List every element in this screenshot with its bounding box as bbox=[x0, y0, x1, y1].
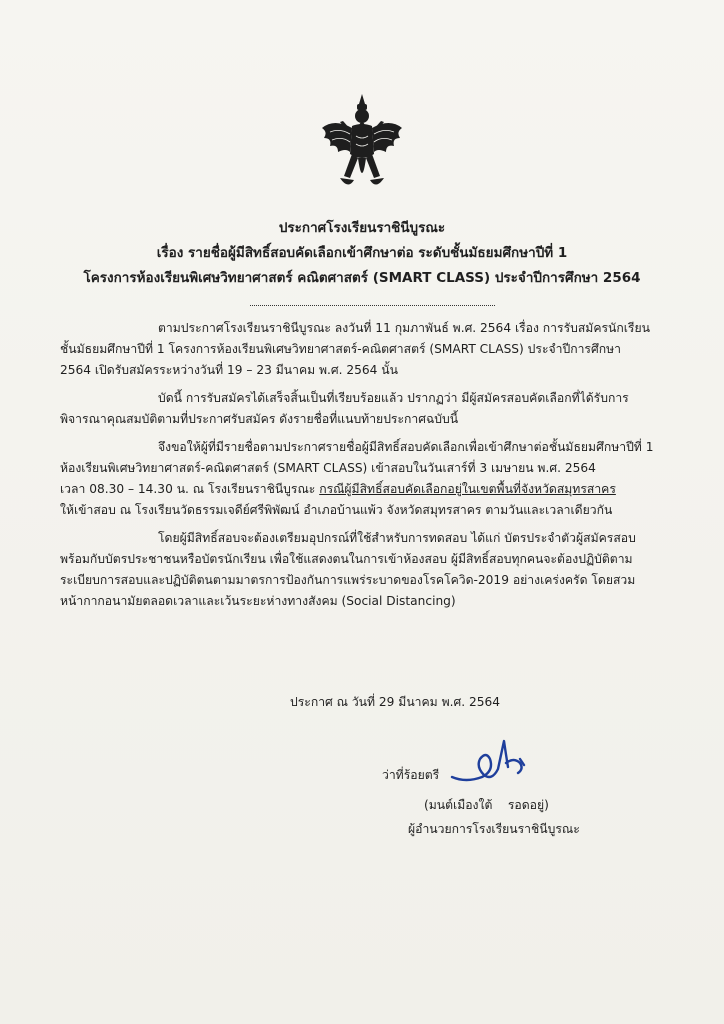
garuda-emblem-icon bbox=[318, 92, 406, 194]
announcement-body bbox=[60, 318, 672, 612]
handwritten-signature-icon bbox=[448, 733, 548, 793]
dotted-divider bbox=[250, 305, 495, 306]
paragraph-2-line-1: บัดนี้ การรับสมัครได้เสร็จสิ้นเป็นที่เรียบร้อยแล้ว ปรากฏว่า มีผู้สมัครสอบคัดเลือกที่ได้รับการ bbox=[158, 391, 629, 405]
signer-rank: ว่าที่ร้อยตรี bbox=[382, 768, 440, 782]
title-line-2: เรื่อง รายชื่อผู้มีสิทธิ์สอบคัดเลือกเข้าศึกษาต่อ ระดับชั้นมัธยมศึกษาปีที่ 1 bbox=[156, 245, 568, 261]
paragraph-3-line-4: ให้เข้าสอบ ณ โรงเรียนวัดธรรมเจดีย์ศรีพิพัฒน์ อำเภอบ้านแพ้ว จังหวัดสมุทรสาคร ตามวันและเวลาเดียวกัน bbox=[60, 503, 613, 517]
exam-time-text: เวลา 08.30 – 14.30 น. ณ โรงเรียนราชินีบูรณะ bbox=[60, 482, 320, 496]
paragraph-2-line-2: พิจารณาคุณสมบัติตามที่ประกาศรับสมัคร ดังรายชื่อที่แนบท้ายประกาศฉบับนี้ bbox=[60, 412, 459, 426]
paragraph-4-line-2: พร้อมกับบัตรประชาชนหรือบัตรนักเรียน เพื่อใช้แสดงตนในการเข้าห้องสอบ ผู้มีสิทธิ์สอบทุกคนจะต้องปฏิบัติตาม bbox=[60, 552, 633, 566]
paragraph-3-line-1: จึงขอให้ผู้ที่มีรายชื่อตามประกาศรายชื่อผู้มีสิทธิ์สอบคัดเลือกเพื่อเข้าศึกษาต่อชั้นมัธยมศึกษาปีที่ 1 bbox=[158, 440, 654, 454]
paragraph-1-line-1: ตามประกาศโรงเรียนราชินีบูรณะ ลงวันที่ 11 กุมภาพันธ์ พ.ศ. 2564 เรื่อง การรับสมัครนักเรียน bbox=[158, 321, 650, 335]
paragraph-1-line-2: ชั้นมัธยมศึกษาปีที่ 1 โครงการห้องเรียนพิเศษวิทยาศาสตร์-คณิตศาสตร์ (SMART CLASS) ประจำปีการศึกษา bbox=[60, 342, 621, 356]
paragraph-3-line-2: ห้องเรียนพิเศษวิทยาศาสตร์-คณิตศาสตร์ (SMART CLASS) เข้าสอบในวันเสาร์ที่ 3 เมษายน พ.ศ. 2564 bbox=[60, 461, 596, 475]
paragraph-4-line-3: ระเบียบการสอบและปฏิบัติตนตามมาตรการป้องกันการแพร่ระบาดของโรคโควิด-2019 อย่างเคร่งครัด โดยสวม bbox=[60, 573, 636, 587]
paragraph-1-line-3: 2564 เปิดรับสมัครระหว่างวันที่ 19 – 23 มีนาคม พ.ศ. 2564 นั้น bbox=[60, 363, 398, 377]
title-line-3: โครงการห้องเรียนพิเศษวิทยาศาสตร์ คณิตศาสตร์ (SMART CLASS) ประจำปีการศึกษา 2564 bbox=[83, 270, 641, 286]
signer-name: (มนต์เมืองใต้ รอดอยู่) bbox=[424, 798, 549, 812]
announcement-title bbox=[60, 216, 664, 291]
samut-sakhon-condition: กรณีผู้มีสิทธิ์สอบคัดเลือกอยู่ในเขตพื้นที่จังหวัดสมุทรสาคร bbox=[319, 482, 616, 496]
title-line-1: ประกาศโรงเรียนราชินีบูรณะ bbox=[278, 220, 446, 236]
paragraph-4-line-4: หน้ากากอนามัยตลอดเวลาและเว้นระยะห่างทางสังคม (Social Distancing) bbox=[60, 594, 456, 608]
announcement-date: ประกาศ ณ วันที่ 29 มีนาคม พ.ศ. 2564 bbox=[290, 695, 500, 709]
signer-title: ผู้อำนวยการโรงเรียนราชินีบูรณะ bbox=[408, 822, 580, 836]
paragraph-3-line-3 bbox=[60, 479, 672, 500]
paragraph-4-line-1: โดยผู้มีสิทธิ์สอบจะต้องเตรียมอุปกรณ์ที่ใช้สำหรับการทดสอบ ได้แก่ บัตรประจำตัวผู้สมัครสอบ bbox=[158, 531, 636, 545]
